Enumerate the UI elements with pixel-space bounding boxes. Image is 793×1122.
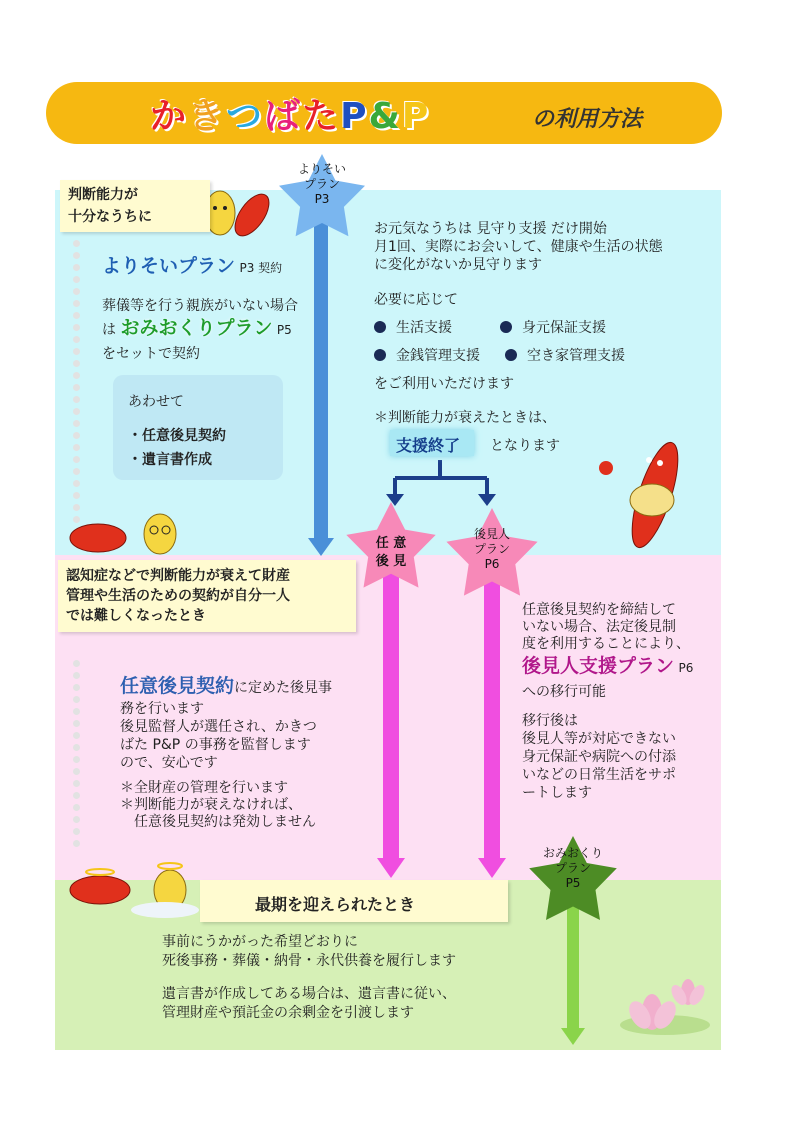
set-contract-text: をセットで契約 (102, 346, 200, 362)
title-char: き (188, 96, 227, 137)
omiokuri-arrow-shaft (567, 905, 579, 1030)
title-char: た (302, 96, 341, 137)
koken-arrow-head (478, 858, 506, 878)
end-of-life-description: 事前にうかがった希望どおりに 死後事務・葬儀・納骨・永代供養を履行します 遺言書が作成してある場合は、遺言書に従い、 管理財産や預託金の余剰金を引渡します (162, 934, 456, 1021)
koken-arrow-shaft (484, 580, 500, 860)
yorisoi-plan-ref: P3 契約 (239, 261, 283, 275)
nini-description: 務を行います 後見監督人が選任され、かきつ ばた P&P の事務を監督します ので、安心です (120, 701, 317, 771)
title-char: つ (226, 96, 265, 137)
as-needed-text: 必要に応じて (374, 292, 458, 308)
legal-guardian-text: 任意後見契約を締結して いない場合、法定後見制 度を利用することにより、 (522, 602, 690, 652)
becomes-text: となります (490, 438, 560, 454)
mascot-strong (599, 438, 687, 553)
mascot-pair-elderly (70, 514, 176, 554)
service-item: 空き家管理支援 (505, 346, 625, 366)
note-healthy: 判断能力が 十分なうちに (60, 180, 210, 232)
koken-plan-line (522, 656, 693, 678)
star-nini-label: 任 意 後 見 (375, 536, 407, 569)
fork-arrow-lines (395, 460, 487, 500)
title-char: か (150, 96, 189, 137)
omiokuri-plan-ref: P5 (276, 323, 292, 337)
title-char: P (401, 96, 431, 137)
yorisoi-plan-line (102, 256, 282, 278)
awasete-label: あわせて (128, 394, 184, 410)
awasete-item: ・任意後見契約 (128, 428, 226, 444)
nini-arrow-shaft (383, 570, 399, 860)
page-subtitle: の利用方法 (532, 107, 643, 132)
available-text: をご利用いただけます (374, 376, 514, 392)
funeral-condition: 葬儀等を行う親族がいない場合 (102, 298, 298, 314)
omiokuri-plan-line: は おみおくりプラン P5 (102, 317, 292, 339)
nini-contract-name: 任意後見契約 (120, 675, 235, 697)
support-end-text: 支援終了 (396, 436, 461, 455)
title-char: ば (264, 96, 303, 137)
service-item: 生活支援 (374, 318, 452, 338)
yorisoi-plan-name: よりそいプラン (102, 255, 236, 277)
awasete-item: ・遺言書作成 (128, 452, 212, 468)
omiokuri-plan-name: おみおくりプラン (120, 317, 273, 339)
koken-plan-name: 後見人支援プラン (522, 655, 675, 677)
awasete-list (128, 424, 226, 472)
after-transition-text: 移行後は 後見人等が対応できない 身元保証や病院への付添 いなどの日常生活をサポ ートします (522, 713, 676, 801)
decline-note: ＊判断能力が衰えたときは、 (374, 410, 556, 426)
service-item: 身元保証支援 (500, 318, 606, 338)
star-omiokuri-label: おみおくり プラン P5 (542, 846, 603, 890)
star-koken-label: 後見人 プラン P6 (473, 527, 510, 571)
title-char: P (340, 96, 369, 137)
star-yorisoi-label: よりそい プラン P3 (297, 162, 346, 206)
fork-arrow-head-left (386, 494, 404, 506)
nini-notes: ＊全財産の管理を行います ＊判断能力が衰えなければ、 任意後見契約は発効しません (120, 780, 316, 830)
watch-support-text: お元気なうちは 見守り支援 だけ開始 月1回、実際にお会いして、健康や生活の状態 に変化がないか見守ります (374, 221, 663, 273)
fork-arrow-head-right (478, 494, 496, 506)
nini-contract-line: 任意後見契約に定めた後見事 (120, 675, 333, 697)
blue-arrow-head (308, 538, 334, 556)
title-char: & (368, 96, 402, 137)
service-item: 金銭管理支援 (374, 346, 480, 366)
mascot-pair-angels (70, 863, 199, 918)
mascot-pair-happy (205, 188, 276, 241)
blue-arrow-shaft (314, 200, 328, 540)
note-end-of-life-text: 最期を迎えられたとき (255, 895, 416, 914)
transition-text: への移行可能 (522, 684, 606, 700)
nini-arrow-head (377, 858, 405, 878)
omiokuri-arrow-head (561, 1028, 585, 1045)
lotus-decoration (620, 979, 710, 1035)
note-decline: 認知症などで判断能力が衰えて財産 管理や生活のための契約が自分一人 では難しくなったとき (58, 560, 356, 632)
koken-plan-ref: P6 (678, 661, 694, 675)
